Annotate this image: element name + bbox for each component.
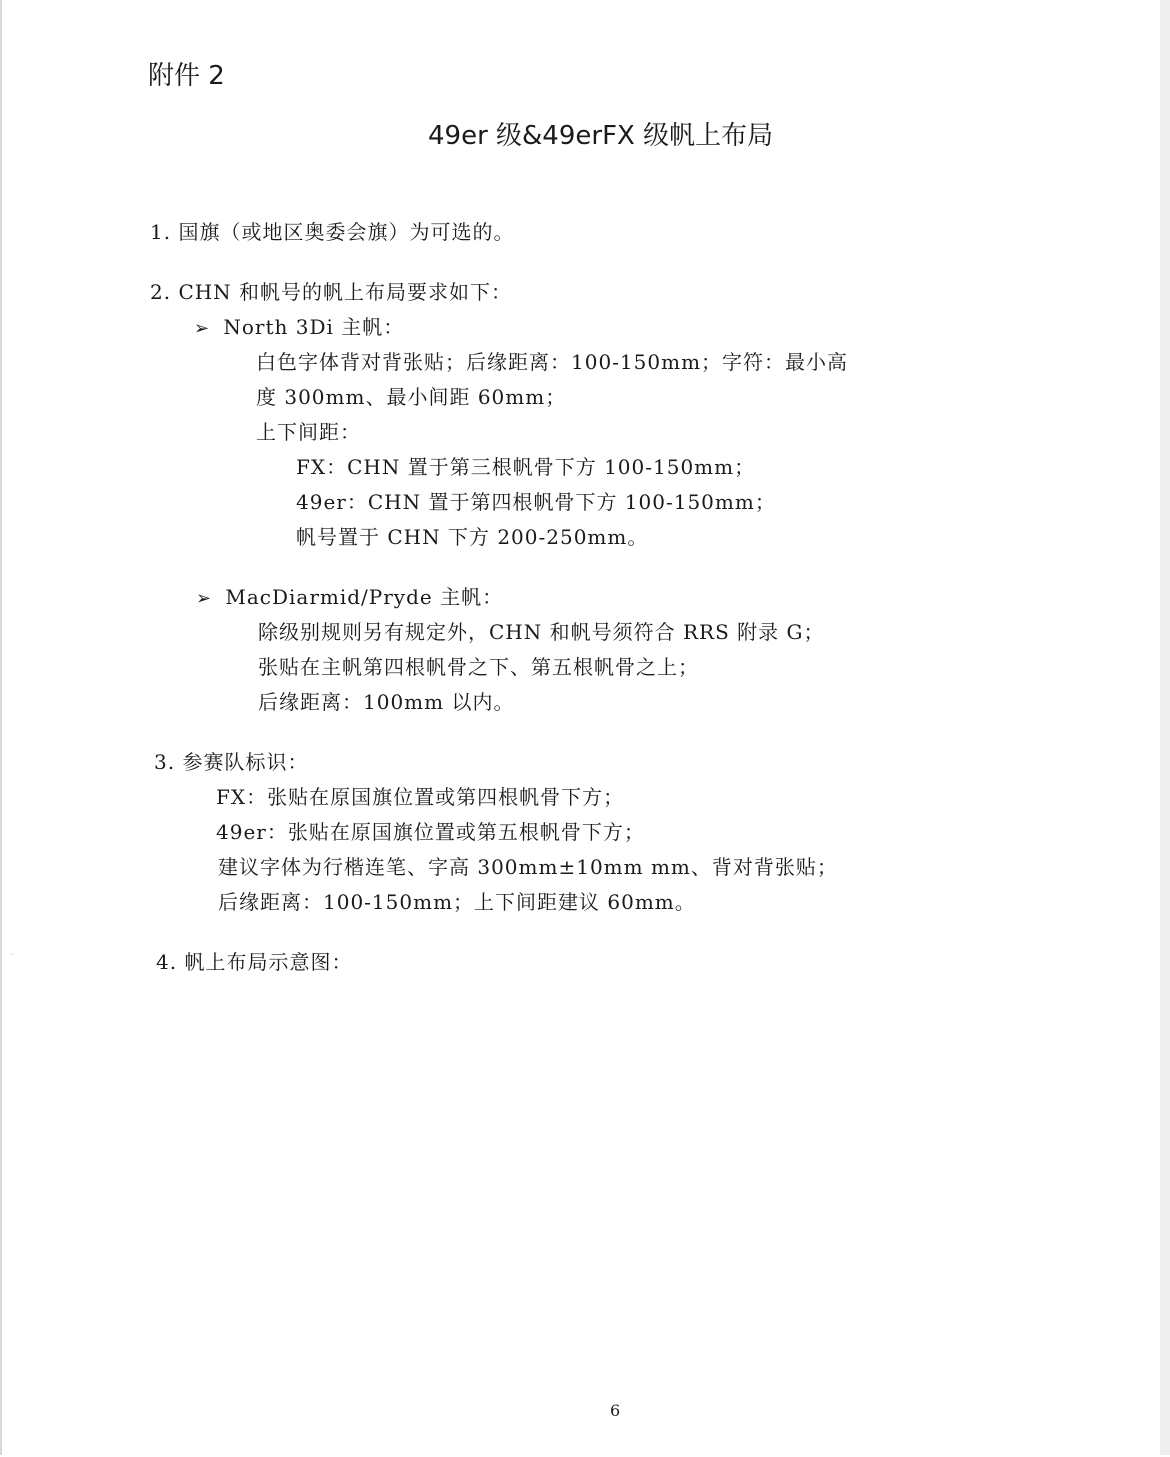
section-4-heading: 4. 帆上布局示意图： [156,950,353,974]
section-3-line-3: 建议字体为行楷连笔、字高 300mm±10mm mm、背对背张贴； [218,855,838,879]
macdiarmid-line-1: 除级别规则另有规定外，CHN 和帆号须符合 RRS 附录 G； [258,620,825,644]
section-3-line-1: FX：张贴在原国旗位置或第四根帆骨下方； [216,785,625,809]
document-title: 49er 级&49erFX 级帆上布局 [428,121,774,151]
north-line-1: 白色字体背对背张贴；后缘距离：100-150mm；字符：最小高 [256,350,849,374]
macdiarmid-line-2: 张贴在主帆第四根帆骨之下、第五根帆骨之上； [258,655,699,679]
section-1-text: 1. 国旗（或地区奥委会旗）为可选的。 [150,220,515,244]
section-2-heading: 2. CHN 和帆号的帆上布局要求如下： [150,280,513,304]
scan-artifact: ·· [10,950,16,959]
arrow-bullet-icon: ➢ [196,588,213,609]
attachment-label: 附件 2 [148,61,225,91]
north-line-2: 度 300mm、最小间距 60mm； [256,385,567,409]
macdiarmid-item [196,583,503,613]
section-3-heading: 3. 参赛队标识： [154,750,309,774]
north-line-5: 49er：CHN 置于第四根帆骨下方 100-150mm； [296,490,776,514]
macdiarmid-heading: MacDiarmid/Pryde 主帆： [225,585,504,609]
north-line-3: 上下间距： [256,420,361,444]
page-number: 6 [610,1401,621,1420]
north-3di-heading: North 3Di 主帆： [223,315,405,339]
section-3-line-4: 后缘距离：100-150mm；上下间距建议 60mm。 [218,890,696,914]
arrow-bullet-icon: ➢ [194,318,211,339]
section-3-line-2: 49er：张贴在原国旗位置或第五根帆骨下方； [216,820,645,844]
north-line-4: FX：CHN 置于第三根帆骨下方 100-150mm； [296,455,756,479]
north-3di-item [194,313,404,343]
north-line-6: 帆号置于 CHN 下方 200-250mm。 [296,525,649,549]
macdiarmid-line-3: 后缘距离：100mm 以内。 [258,690,515,714]
